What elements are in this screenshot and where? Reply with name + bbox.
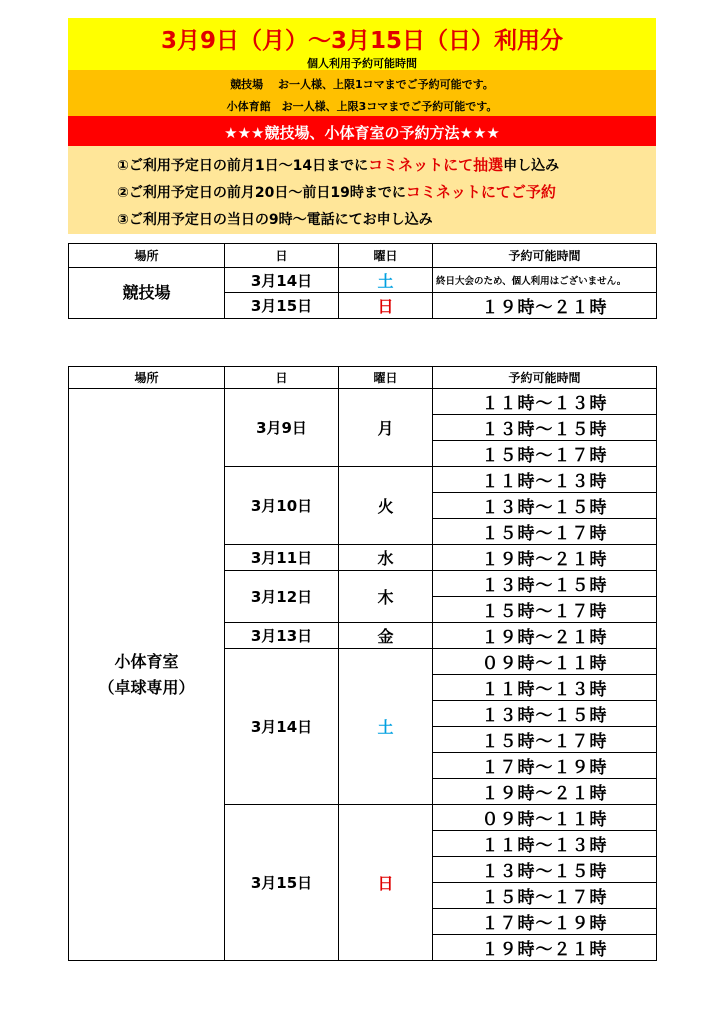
date-cell: 3月15日	[225, 805, 339, 961]
table-row	[69, 389, 657, 415]
title-banner	[68, 18, 656, 70]
time-slot-cell: １１時～１３時	[433, 831, 657, 857]
stadium-table	[68, 243, 657, 319]
place-cell: 競技場	[69, 268, 225, 319]
step-online-booking	[117, 181, 556, 202]
gym-table	[68, 366, 657, 961]
time-slot-cell: １５時～１７時	[433, 597, 657, 623]
time-slot-cell: １５時～１７時	[433, 441, 657, 467]
date-cell: 3月13日	[225, 623, 339, 649]
weekday-cell: 土	[339, 268, 433, 293]
step-text: ②ご利用予定日の前月20日～前日19時までに	[117, 185, 406, 201]
time-slot-cell: １３時～１５時	[433, 571, 657, 597]
time-slot-cell: １９時～２１時	[433, 779, 657, 805]
time-slot-cell: １５時～１７時	[433, 883, 657, 909]
time-slot-cell: ０９時～１１時	[433, 805, 657, 831]
date-cell: 3月9日	[225, 389, 339, 467]
time-slot-cell: １１時～１３時	[433, 389, 657, 415]
time-slot-cell: １３時～１５時	[433, 701, 657, 727]
page-title: 3月9日（月）～3月15日（日）利用分	[160, 28, 564, 54]
method-title: ★★★競技場、小体育室の予約方法★★★	[224, 124, 500, 142]
time-slot-cell: １７時～１９時	[433, 753, 657, 779]
time-slot-cell: １９時～２１時	[433, 545, 657, 571]
step-highlight: コミネットにて抽選	[368, 156, 504, 174]
time-slot-cell: ０９時～１１時	[433, 649, 657, 675]
page-subtitle: 個人利用予約可能時間	[307, 57, 417, 70]
time-slot-cell: １１時～１３時	[433, 467, 657, 493]
column-header-time: 予約可能時間	[433, 367, 657, 389]
weekday-cell: 水	[339, 545, 433, 571]
weekday-cell: 日	[339, 293, 433, 319]
weekday-cell: 日	[339, 805, 433, 961]
date-cell: 3月14日	[225, 649, 339, 805]
gym-limit-rule: 小体育館 お一人様、上限3コマまでご予約可能です。	[226, 100, 498, 113]
date-cell: 3月15日	[225, 293, 339, 319]
time-slot-cell: １７時～１９時	[433, 909, 657, 935]
column-header-time: 予約可能時間	[433, 244, 657, 268]
time-slot-cell: １５時～１７時	[433, 519, 657, 545]
table-header-row	[69, 367, 657, 389]
table-row	[69, 268, 657, 293]
place-name: 小体育室	[114, 651, 179, 671]
time-note-cell: 終日大会のため、個人利用はございません。	[433, 268, 657, 293]
weekday-cell: 金	[339, 623, 433, 649]
time-slot-cell: １９時～２１時	[433, 623, 657, 649]
step-highlight: コミネットにてご予約	[405, 183, 556, 201]
date-cell: 3月12日	[225, 571, 339, 623]
step-text: 申し込み	[503, 158, 560, 174]
column-header-place: 場所	[69, 244, 225, 268]
date-cell: 3月11日	[225, 545, 339, 571]
date-cell: 3月14日	[225, 268, 339, 293]
step-lottery	[117, 154, 559, 175]
column-header-weekday: 曜日	[339, 244, 433, 268]
weekday-cell: 月	[339, 389, 433, 467]
column-header-weekday: 曜日	[339, 367, 433, 389]
time-slot-cell: １１時～１３時	[433, 675, 657, 701]
table-header-row	[69, 244, 657, 268]
time-slot-cell: １５時～１７時	[433, 727, 657, 753]
weekday-cell: 火	[339, 467, 433, 545]
reservation-limits-band	[68, 70, 656, 116]
step-phone	[117, 209, 433, 229]
place-note: （卓球専用）	[98, 677, 195, 697]
step-text: 電話にてお申し込み	[306, 212, 433, 228]
place-cell	[69, 389, 225, 961]
weekday-cell: 木	[339, 571, 433, 623]
time-slot-cell: １３時～１５時	[433, 857, 657, 883]
column-header-date: 日	[225, 367, 339, 389]
stadium-limit-rule: 競技場 お一人様、上限1コマまでご予約可能です。	[230, 78, 494, 91]
time-slot-cell: １３時～１５時	[433, 415, 657, 441]
column-header-date: 日	[225, 244, 339, 268]
reservation-steps	[68, 146, 656, 234]
weekday-cell: 土	[339, 649, 433, 805]
step-text: ③ご利用予定日の当日の9時～	[117, 212, 307, 228]
column-header-place: 場所	[69, 367, 225, 389]
step-text: ①ご利用予定日の前月1日～14日までに	[117, 158, 369, 174]
method-title-band	[68, 116, 656, 146]
date-cell: 3月10日	[225, 467, 339, 545]
time-slot-cell: １３時～１５時	[433, 493, 657, 519]
time-slot-cell: １９時～２１時	[433, 293, 657, 319]
time-slot-cell: １９時～２１時	[433, 935, 657, 961]
